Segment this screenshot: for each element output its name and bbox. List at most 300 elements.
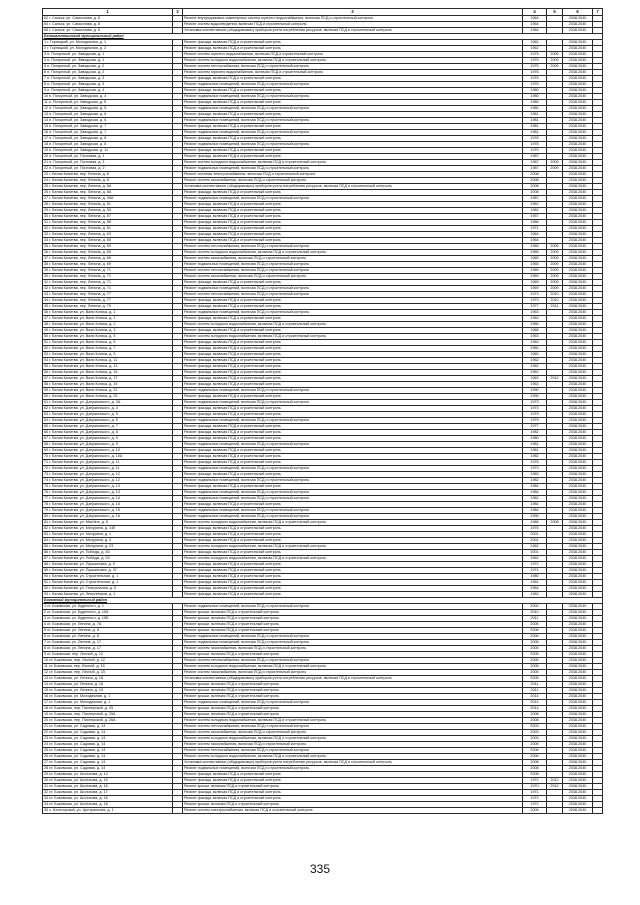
last-repair-year-cell (547, 807, 563, 813)
work-type-cell: Ремонт подвальных помещений, включая ПСД и строительный контроль (183, 465, 523, 471)
address-cell: 14 п. Погорелый, ул. Заводская, д. 6 (43, 117, 173, 123)
work-type-cell: Ремонт подвальных помещений, включая ПСД и строительный контроль (183, 441, 523, 447)
work-type-cell: Ремонт фасада, включая ПСД и строительный контроль (183, 795, 523, 801)
build-year-cell: 2005 (523, 669, 547, 675)
address-cell: 90 г. Белая Калитва, ул. Строительная, д. 1 (43, 573, 173, 579)
work-type-cell: Ремонт фасада, включая ПСД и строительный контроль (183, 471, 523, 477)
address-cell: 10 ст. Боковская, пер. Лесной, д. 12 (43, 657, 173, 663)
address-cell: 8 п. Погорелый, ул. Заводская, д. 3 (43, 81, 173, 87)
table-body (43, 9, 603, 814)
planned-period-cell: 2038-2040 (563, 537, 593, 543)
build-year-cell: 2014 (523, 693, 547, 699)
planned-period-cell: 2038-2040 (563, 561, 593, 567)
work-type-cell: Ремонт фасада, включая ПСД и строительный контроль (183, 123, 523, 129)
build-year-cell: 1969 (523, 267, 547, 273)
work-type-cell: Ремонт фасада, включая ПСД и строительный контроль (183, 573, 523, 579)
planned-period-cell: 2038-2040 (563, 279, 593, 285)
address-cell: 43 г. Белая Калитва, пер. Ленина, д. 77 (43, 291, 173, 297)
planned-period-cell: 2038-2040 (563, 345, 593, 351)
build-year-cell: 2003 (523, 723, 547, 729)
address-cell: 6 п. Погорелый, ул. Заводская, д. 2 (43, 69, 173, 75)
work-type-cell: Ремонт крыши, включая ПСД и строительный контроль (183, 801, 523, 807)
build-year-cell: 1964 (523, 15, 547, 21)
last-repair-year-cell: 2012 (547, 783, 563, 789)
build-year-cell: 2008 (523, 771, 547, 777)
address-cell: 49 г. Белая Калитва, ул. Вали Котика, д. 3 (43, 327, 173, 333)
build-year-cell: 2001 (523, 531, 547, 537)
planned-period-cell: 2038-2040 (563, 723, 593, 729)
work-type-cell: Ремонт фасада, включая ПСД и строительный контроль (183, 351, 523, 357)
planned-period-cell: 2038-2040 (563, 291, 593, 297)
address-cell: 38 г. Белая Калитва, пер. Ленина, д. 69 (43, 261, 173, 267)
planned-period-cell: 2038-2040 (563, 519, 593, 525)
spacer-cell (593, 807, 603, 813)
address-cell: 13 ст. Боковская, ул. Ленина, д. 18 (43, 675, 173, 681)
work-type-cell: Ремонт крыши, включая ПСД и строительный контроль (183, 615, 523, 621)
address-cell: 29 ст. Боковская, ул. Шолохова, д. 14 (43, 771, 173, 777)
address-cell: 1 г. Горняцкий, ул. Молодежная, д. 1 (43, 39, 173, 45)
planned-period-cell: 2038-2040 (563, 639, 593, 645)
work-type-cell: Ремонт фасада, включая ПСД и строительный контроль (183, 75, 523, 81)
build-year-cell: 1979 (523, 417, 547, 423)
address-cell: 17 п. Погорелый, ул. Заводская, д. 8 (43, 135, 173, 141)
address-cell: 80 г. Белая Калитва, ул. Дзержинского, д. 16 (43, 513, 173, 519)
address-cell: 35 г. Белая Калитва, пер. Ленина, д. 69 (43, 243, 173, 249)
planned-period-cell: 2038-2040 (563, 717, 593, 723)
address-cell: 66 г. Белая Калитва, ул. Дзержинского, д. 8 (43, 429, 173, 435)
build-year-cell: 1981 (523, 123, 547, 129)
work-type-cell: Ремонт систем теплоснабжения, включая ПСД и строительный контроль (183, 723, 523, 729)
planned-period-cell: 2038-2040 (563, 333, 593, 339)
planned-period-cell: 2038-2040 (563, 525, 593, 531)
planned-period-cell: 2038-2040 (563, 507, 593, 513)
planned-period-cell: 2038-2040 (563, 231, 593, 237)
planned-period-cell: 2038-2040 (563, 441, 593, 447)
work-type-cell: Ремонт фасада, включая ПСД и строительный контроль (183, 549, 523, 555)
address-cell: 31 г. Белая Калитва, пер. Ленина, д. 58 (43, 219, 173, 225)
address-cell: 42 г. Белая Калитва, пер. Ленина, д. 71 (43, 285, 173, 291)
planned-period-cell: 2038-2040 (563, 609, 593, 615)
address-cell: 5 п. Погорелый, ул. Заводская, д. 2 (43, 63, 173, 69)
build-year-cell: 2005 (523, 675, 547, 681)
address-cell: 9 ст. Боковская, пер. Лесной, д. 12 (43, 651, 173, 657)
build-year-cell: 1980 (523, 573, 547, 579)
planned-period-cell: 2038-2040 (563, 21, 593, 27)
work-type-cell: Ремонт фасада, включая ПСД и строительный контроль (183, 147, 523, 153)
work-type-cell: Ремонт систем холодного водоснабжения, включая ПСД и строительный контроль (183, 57, 523, 63)
planned-period-cell: 2038-2040 (563, 117, 593, 123)
planned-period-cell: 2038-2040 (563, 183, 593, 189)
work-type-cell: Ремонт крыши, включая ПСД и строительный контроль (183, 687, 523, 693)
build-year-cell: 2011 (523, 687, 547, 693)
build-year-cell: 2005 (523, 663, 547, 669)
planned-period-cell: 2038-2040 (563, 393, 593, 399)
planned-period-cell: 2038-2040 (563, 765, 593, 771)
work-type-cell: Ремонт крыши, включая ПСД и строительный контроль (183, 693, 523, 699)
planned-period-cell: 2038-2040 (563, 615, 593, 621)
planned-period-cell: 2038-2040 (563, 669, 593, 675)
build-year-cell: 1965 (523, 261, 547, 267)
build-year-cell: 1980 (523, 87, 547, 93)
address-cell: 74 г. Белая Калитва, ул. Дзержинского, д. 12 (43, 477, 173, 483)
last-repair-year-cell: 2012 (547, 777, 563, 783)
address-cell: 44 г. Белая Калитва, пер. Ленина, д. 77 (43, 297, 173, 303)
address-cell: 55 г. Белая Калитва, ул. Вали Котика, д. 13 (43, 363, 173, 369)
work-type-cell: Ремонт фасада, включая ПСД и строительный контроль (183, 339, 523, 345)
build-year-cell: 1969 (523, 273, 547, 279)
planned-period-cell: 2038-2040 (563, 627, 593, 633)
planned-period-cell: 2038-2040 (563, 105, 593, 111)
build-year-cell: 2002 (523, 603, 547, 609)
build-year-cell: 2008 (523, 177, 547, 183)
build-year-cell: 2006 (523, 627, 547, 633)
work-type-cell: Ремонт подвальных помещений, включая ПСД и строительный контроль (183, 633, 523, 639)
work-type-cell: Ремонт фасада, включая ПСД и строительный контроль (183, 423, 523, 429)
address-cell: 27 ст. Боковская, ул. Садовая, д. 14 (43, 759, 173, 765)
address-cell: 72 г. Белая Калитва, ул. Дзержинского, д. 11 (43, 465, 173, 471)
build-year-cell: 2014 (523, 699, 547, 705)
build-year-cell: 1987 (523, 195, 547, 201)
address-cell: 5 ст. Боковская, ул. Ленина, д. 8 (43, 627, 173, 633)
last-repair-year-cell: 2009 (547, 57, 563, 63)
build-year-cell: 1965 (523, 243, 547, 249)
last-repair-year-cell: 2009 (547, 261, 563, 267)
planned-period-cell: 2038-2040 (563, 453, 593, 459)
header-cell: 7 (593, 9, 603, 16)
document-page (42, 8, 602, 814)
address-cell: 82 г. Белая Калитва, ул. Мичурина, д. 14б (43, 525, 173, 531)
address-cell: 7 п. Погорелый, ул. Заводская, д. 3 (43, 75, 173, 81)
address-cell: 41 г. Белая Калитва, пер. Ленина, д. 71 (43, 279, 173, 285)
build-year-cell: 1964 (523, 237, 547, 243)
address-cell: 30 г. Белая Калитва, пер. Ленина, д. 57 (43, 213, 173, 219)
planned-period-cell: 2038-2040 (563, 483, 593, 489)
build-year-cell: 1978 (523, 141, 547, 147)
planned-period-cell: 2038-2040 (563, 699, 593, 705)
planned-period-cell: 2038-2040 (563, 651, 593, 657)
address-cell: 48 г. Белая Калитва, ул. Вали Котика, д. 2 (43, 321, 173, 327)
address-cell: 63 г. Белая Калитва, ул. Дзержинского, д. 5 (43, 411, 173, 417)
address-cell: 11 п. Погорелый, ул. Заводская, д. 5 (43, 99, 173, 105)
build-year-cell: 1966 (523, 321, 547, 327)
header-cell: 6 (563, 9, 593, 16)
build-year-cell: 2008 (523, 171, 547, 177)
address-cell: 62 г. Сальск, ул. Самсонова, д. 8 (43, 15, 173, 21)
planned-period-cell: 2038-2040 (563, 165, 593, 171)
work-type-cell: Ремонт систем холодного водоснабжения, включая ПСД и строительный контроль (183, 663, 523, 669)
build-year-cell: 2006 (523, 621, 547, 627)
work-type-cell: Ремонт систем газоснабжения, включая ПСД и строительный контроль (183, 645, 523, 651)
address-cell: 12 ст. Боковская, пер. Лесной, д. 15 (43, 669, 173, 675)
work-type-cell: Ремонт крыши, включая ПСД и строительный контроль (183, 621, 523, 627)
planned-period-cell: 2038-2040 (563, 759, 593, 765)
work-type-cell: Ремонт подвальных помещений, включая ПСД и строительный контроль (183, 603, 523, 609)
planned-period-cell: 2038-2040 (563, 555, 593, 561)
work-type-cell: Ремонт подвальных помещений, включая ПСД и строительный контроль (183, 117, 523, 123)
work-type-cell: Ремонт крыши, включая ПСД и строительный контроль (183, 627, 523, 633)
build-year-cell: 1972 (523, 777, 547, 783)
address-cell: 23 ст. Боковская, ул. Садовая, д. 14 (43, 735, 173, 741)
planned-period-cell: 2038-2040 (563, 411, 593, 417)
address-cell: 58 г. Белая Калитва, ул. Вали Котика, д. 19 (43, 381, 173, 387)
address-cell: 11 ст. Боковская, пер. Лесной, д. 15 (43, 663, 173, 669)
work-type-cell: Ремонт систем теплоснабжения, включая ПСД и строительный контроль (183, 63, 523, 69)
planned-period-cell: 2038-2040 (563, 69, 593, 75)
build-year-cell: 1978 (523, 135, 547, 141)
work-type-cell: Ремонт подвальных помещений, включая ПСД и строительный контроль (183, 285, 523, 291)
address-cell: 88 г. Белая Калитва, ул. Пушкинская, д. 9 (43, 561, 173, 567)
work-type-cell: Ремонт систем теплоснабжения, включая ПСД и строительный контроль (183, 747, 523, 753)
work-type-cell: Ремонт систем холодного водоснабжения, включая ПСД и строительный контроль (183, 333, 523, 339)
build-year-cell: 1987 (523, 165, 547, 171)
build-year-cell: 1979 (523, 147, 547, 153)
address-cell: 45 г. Белая Калитва, пер. Ленина, д. 79 (43, 303, 173, 309)
last-repair-year-cell: 2009 (547, 255, 563, 261)
planned-period-cell: 2038-2040 (563, 237, 593, 243)
work-type-cell: Ремонт фасада, включая ПСД и строительный контроль (183, 531, 523, 537)
address-cell: 71 г. Белая Калитва, ул. Дзержинского, д. 11 (43, 459, 173, 465)
address-cell: 75 г. Белая Калитва, ул. Дзержинского, д. 13 (43, 483, 173, 489)
build-year-cell: 2003 (523, 729, 547, 735)
address-cell: 78 г. Белая Калитва, ул. Дзержинского, д. 15 (43, 501, 173, 507)
address-cell: 4 п. Погорелый, ул. Заводская, д. 1 (43, 57, 173, 63)
build-year-cell: 2006 (523, 741, 547, 747)
address-cell: 12 п. Погорелый, ул. Заводская, д. 5 (43, 105, 173, 111)
planned-period-cell: 2038-2040 (563, 327, 593, 333)
planned-period-cell: 2038-2040 (563, 735, 593, 741)
work-type-cell: Ремонт крыши, включая ПСД и строительный контроль (183, 711, 523, 717)
address-cell: 50 г. Белая Калитва, ул. Вали Котика, д. 5 (43, 333, 173, 339)
planned-period-cell: 2038-2040 (563, 45, 593, 51)
build-year-cell: 2008 (523, 759, 547, 765)
planned-period-cell: 2038-2040 (563, 297, 593, 303)
work-type-cell: Установка коллективных (общедомовых) приборов учета потребления ресурсов, включая ПСД и строительный контроль (183, 27, 523, 33)
build-year-cell: 1980 (523, 99, 547, 105)
address-cell: 54 г. Белая Калитва, ул. Вали Котика, д. 11 (43, 357, 173, 363)
build-year-cell: 2006 (523, 633, 547, 639)
header-cell: 2 (173, 9, 183, 16)
work-type-cell: Ремонт фасада, включая ПСД и строительный контроль (183, 87, 523, 93)
build-year-cell: 1970 (523, 783, 547, 789)
address-cell: 35 х. Белогорский, ул. Центральная, д. 1 (43, 807, 173, 813)
planned-period-cell: 2038-2040 (563, 351, 593, 357)
address-cell: 19 ст. Боковская, пер. Пионерский, д. 25А (43, 711, 173, 717)
address-cell: 2 г. Горняцкий, ул. Молодежная, д. 2 (43, 45, 173, 51)
build-year-cell: 1963 (523, 375, 547, 381)
build-year-cell: 2011 (523, 681, 547, 687)
work-type-cell: Ремонт подвальных помещений, включая ПСД и строительный контроль (183, 507, 523, 513)
header-cell: 3 (183, 9, 523, 16)
last-repair-year-cell: 2011 (547, 303, 563, 309)
address-cell: 1 ст. Боковская, ул. Буденного, д. 1 (43, 603, 173, 609)
planned-period-cell: 2038-2040 (563, 219, 593, 225)
header-cell: 4 (523, 9, 547, 16)
planned-period-cell: 2038-2040 (563, 93, 593, 99)
work-type-cell: Ремонт фасада, включая ПСД и строительный контроль (183, 39, 523, 45)
last-repair-year-cell: 2008 (547, 519, 563, 525)
build-year-cell: 1980 (523, 105, 547, 111)
planned-period-cell: 2038-2040 (563, 549, 593, 555)
build-year-cell: 1973 (523, 405, 547, 411)
address-cell: 8 ст. Боковская, ул. Ленина, д. 17 (43, 645, 173, 651)
work-type-cell: Ремонт фасада, включая ПСД и строительный контроль (183, 561, 523, 567)
repair-schedule-table (42, 8, 603, 814)
table-row (43, 807, 603, 813)
build-year-cell: 2008 (523, 717, 547, 723)
work-type-cell: Ремонт систем теплоснабжения, включая ПСД и строительный контроль (183, 267, 523, 273)
section-title: Боковский муниципальный район (43, 597, 603, 603)
work-type-cell: Ремонт фасада, включая ПСД и строительный контроль (183, 213, 523, 219)
work-type-cell: Ремонт фасада, включая ПСД и строительный контроль (183, 501, 523, 507)
work-type-cell: Ремонт подвальных помещений, включая ПСД и строительный контроль (183, 417, 523, 423)
build-year-cell: 2001 (523, 549, 547, 555)
work-type-cell: Ремонт фасада, включая ПСД и строительный контроль (183, 279, 523, 285)
last-repair-year-cell: 2012 (547, 375, 563, 381)
planned-period-cell: 2038-2040 (563, 171, 593, 177)
build-year-cell: 2006 (523, 807, 547, 813)
planned-period-cell: 2038-2040 (563, 501, 593, 507)
build-year-cell: 1987 (523, 159, 547, 165)
planned-period-cell: 2038-2040 (563, 543, 593, 549)
work-type-cell: Ремонт подвальных помещений, включая ПСД и строительный контроль (183, 489, 523, 495)
build-year-cell: 1981 (523, 129, 547, 135)
address-cell: 79 г. Белая Калитва, ул. Дзержинского, д. 15 (43, 507, 173, 513)
last-repair-year-cell: 2009 (547, 279, 563, 285)
build-year-cell: 1975 (523, 63, 547, 69)
build-year-cell: 1964 (523, 27, 547, 33)
planned-period-cell: 2038-2040 (563, 321, 593, 327)
work-type-cell: Ремонт систем газоснабжения, включая ПСД и строительный контроль (183, 741, 523, 747)
work-type-cell: Ремонт фасада, включая ПСД и строительный контроль (183, 375, 523, 381)
planned-period-cell: 2038-2040 (563, 429, 593, 435)
build-year-cell: 1962 (523, 363, 547, 369)
planned-period-cell: 2038-2040 (563, 657, 593, 663)
planned-period-cell: 2038-2040 (563, 381, 593, 387)
last-repair-year-cell: 2009 (547, 267, 563, 273)
address-cell: 18 ст. Боковская, пер. Пионерский, д. 25 (43, 705, 173, 711)
work-type-cell: Ремонт систем холодного водоснабжения, включая ПСД и строительный контроль (183, 543, 523, 549)
build-year-cell: 2005 (523, 657, 547, 663)
work-type-cell: Ремонт фасада, включая ПСД и строительный контроль (183, 327, 523, 333)
work-type-cell: Ремонт систем холодного водоснабжения, включая ПСД и строительный контроль (183, 159, 523, 165)
address-cell: 89 г. Белая Калитва, ул. Пушкинская, д. 37 (43, 567, 173, 573)
build-year-cell: 1984 (523, 489, 547, 495)
work-type-cell: Ремонт систем холодного водоснабжения, включая ПСД и строительный контроль (183, 321, 523, 327)
build-year-cell: 1973 (523, 465, 547, 471)
address-cell: 10 п. Погорелый, ул. Заводская, д. 4 (43, 93, 173, 99)
planned-period-cell: 2038-2040 (563, 141, 593, 147)
work-type-cell: Ремонт фасада, включая ПСД и строительный контроль (183, 297, 523, 303)
planned-period-cell: 2038-2040 (563, 495, 593, 501)
work-type-cell: Ремонт систем холодного водоснабжения, включая ПСД и строительный контроль (183, 519, 523, 525)
address-cell: 37 г. Белая Калитва, пер. Ленина, д. 69 (43, 255, 173, 261)
work-type-cell: Ремонт систем электроснабжения, включая ПСД и строительный контроль (183, 807, 523, 813)
address-cell: 46 г. Белая Калитва, ул. Вали Котика, д. 1 (43, 309, 173, 315)
work-type-cell: Ремонт систем теплоснабжения, включая ПСД и строительный контроль (183, 657, 523, 663)
header-cell: 1 (43, 9, 173, 16)
last-repair-year-cell: 2009 (547, 243, 563, 249)
work-type-cell: Ремонт крыши, включая ПСД и строительный контроль (183, 609, 523, 615)
address-cell: 22 п. Погорелый, ул. Почтовая, д. 2 (43, 165, 173, 171)
planned-period-cell: 2038-2040 (563, 489, 593, 495)
build-year-cell: 1962 (523, 207, 547, 213)
build-year-cell: 1972 (523, 561, 547, 567)
planned-period-cell: 2038-2040 (563, 753, 593, 759)
planned-period-cell: 2038-2040 (563, 789, 593, 795)
work-type-cell: Ремонт систем холодного водоснабжения, включая ПСД и строительный контроль (183, 555, 523, 561)
build-year-cell: 1963 (523, 333, 547, 339)
planned-period-cell: 2038-2040 (563, 285, 593, 291)
address-cell: 22 ст. Боковская, ул. Садовая, д. 14 (43, 729, 173, 735)
build-year-cell: 1982 (523, 453, 547, 459)
planned-period-cell: 2038-2040 (563, 807, 593, 813)
build-year-cell: 1973 (523, 291, 547, 297)
work-type-cell: Ремонт фасада, включая ПСД и строительный контроль (183, 537, 523, 543)
planned-period-cell: 2038-2040 (563, 201, 593, 207)
planned-period-cell: 2038-2040 (563, 387, 593, 393)
address-cell: 83 г. Белая Калитва, ул. Мичурина, д. 1 (43, 531, 173, 537)
address-cell: 40 г. Белая Калитва, пер. Ленина, д. 71 (43, 273, 173, 279)
planned-period-cell: 2038-2040 (563, 399, 593, 405)
address-cell: 25 ст. Боковская, ул. Садовая, д. 14 (43, 747, 173, 753)
planned-period-cell: 2038-2040 (563, 477, 593, 483)
work-type-cell: Ремонт фасада, включая ПСД и строительный контроль (183, 411, 523, 417)
build-year-cell: 1964 (523, 585, 547, 591)
planned-period-cell: 2038-2040 (563, 129, 593, 135)
planned-period-cell: 2038-2040 (563, 621, 593, 627)
build-year-cell: 1969 (523, 279, 547, 285)
build-year-cell: 1976 (523, 459, 547, 465)
work-type-cell: Ремонт фасада, включая ПСД и строительный контроль (183, 591, 523, 597)
planned-period-cell: 2038-2040 (563, 771, 593, 777)
planned-period-cell: 2038-2040 (563, 711, 593, 717)
work-type-cell: Ремонт подвальных помещений, включая ПСД и строительный контроль (183, 261, 523, 267)
address-cell: 51 г. Белая Калитва, ул. Вали Котика, д. 6 (43, 339, 173, 345)
planned-period-cell: 2038-2040 (563, 603, 593, 609)
work-type-cell: Ремонт крыши, включая ПСД и строительный контроль (183, 705, 523, 711)
address-cell: 57 г. Белая Калитва, ул. Вали Котика, д. 17 (43, 375, 173, 381)
planned-period-cell: 2038-2040 (563, 57, 593, 63)
work-type-cell: Ремонт систем газоснабжения, включая ПСД и строительный контроль (183, 177, 523, 183)
work-type-cell: Ремонт систем холодного водоснабжения, включая ПСД и строительный контроль (183, 249, 523, 255)
last-repair-year-cell: 2009 (547, 273, 563, 279)
planned-period-cell: 2038-2040 (563, 81, 593, 87)
build-year-cell: 1969 (523, 285, 547, 291)
planned-period-cell: 2038-2040 (563, 417, 593, 423)
work-type-cell: Ремонт фасада, включая ПСД и строительный контроль (183, 525, 523, 531)
address-cell: 81 г. Белая Калитва, ул. Machine, д. 5 (43, 519, 173, 525)
work-type-cell: Ремонт фасада, включая ПСД и строительный контроль (183, 303, 523, 309)
section-title: Белокалитвинский муниципальный район (43, 33, 603, 39)
build-year-cell: 1990 (523, 513, 547, 519)
planned-period-cell: 2038-2040 (563, 585, 593, 591)
planned-period-cell: 2038-2040 (563, 423, 593, 429)
work-type-cell: Ремонт фасада, включая ПСД и строительный контроль (183, 585, 523, 591)
last-repair-year-cell: 2010 (547, 291, 563, 297)
address-cell: 34 ст. Боковская, ул. Шолохова, д. 18 (43, 801, 173, 807)
build-year-cell: 1975 (523, 51, 547, 57)
planned-period-cell: 2038-2040 (563, 369, 593, 375)
work-type-cell: Ремонт фасада, включая ПСД и строительный контроль (183, 357, 523, 363)
build-year-cell: 1964 (523, 231, 547, 237)
planned-period-cell: 2038-2040 (563, 705, 593, 711)
build-year-cell: 1973 (523, 399, 547, 405)
address-cell: 24 ст. Боковская, ул. Садовая, д. 14 (43, 741, 173, 747)
address-cell: 2 ст. Боковская, ул. Буденного, д. 15А (43, 609, 173, 615)
build-year-cell: 1979 (523, 411, 547, 417)
build-year-cell: 1963 (523, 309, 547, 315)
build-year-cell: 1962 (523, 369, 547, 375)
